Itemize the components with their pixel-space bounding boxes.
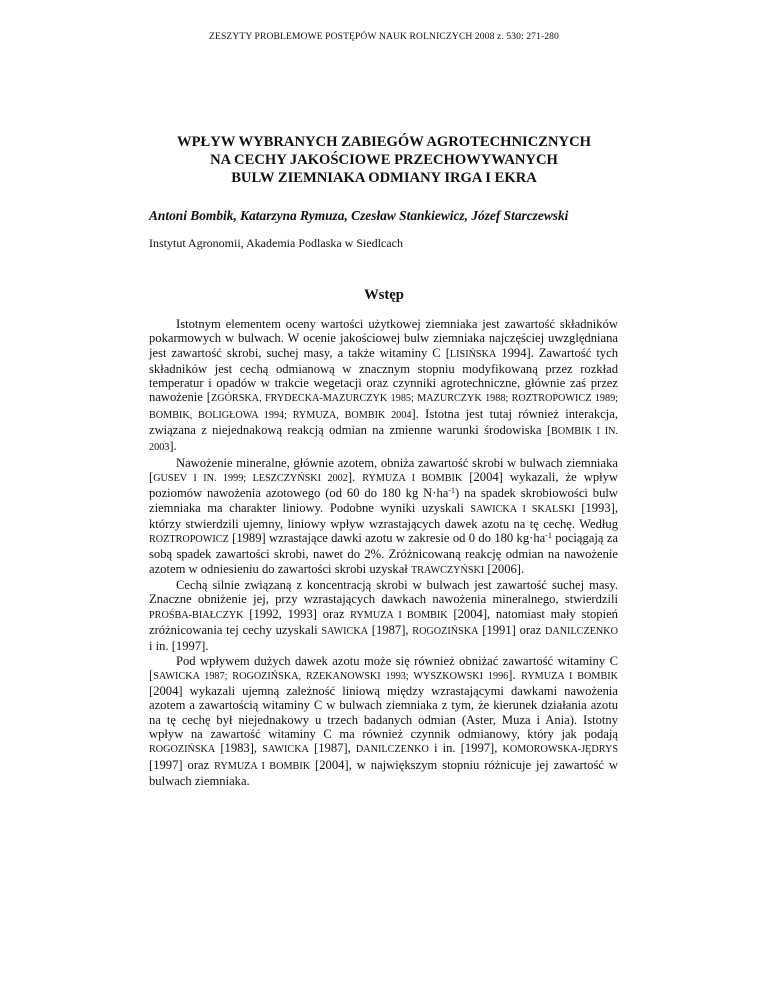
text-run: ].: [508, 667, 522, 682]
text-run: [1983],: [215, 741, 263, 756]
citation-author: SAWICKA 1987; ROGOZIŃSKA, RZEKANOWSKI 1993; WYSZKOWSKI 1996: [153, 670, 509, 682]
text-run: pociągają za sobą spadek zawartości skrobi, nawet do 2%. Zróżnicowaną reakcję odmian na nawożenie azotem w odniesieniu do zawartości skrobi uzyskał: [149, 531, 618, 576]
citation-author: PROŚBA-BIAŁCZYK: [149, 609, 244, 621]
text-run: [2006].: [484, 561, 525, 576]
text-run: i in. [1997].: [149, 639, 209, 654]
text-run: [2004] wykazali, że wpływ poziomów nawożenia azotowego (od 60 do 180 kg N·ha: [149, 469, 619, 501]
citation-author: ROGOZIŃSKA: [412, 625, 479, 637]
citation-author: KOMOROWSKA-JĘDRYS: [502, 744, 619, 756]
citation-author: DANILCZENKO: [355, 744, 429, 756]
citation-author: RYMUZA I BOMBIK: [350, 609, 448, 621]
text-run: 1994]. Zawartość tych składników jest cechą odmianową w znacznym stopniu modyfikowaną przez rozkład temperatur i opadów w trakcie wegetacji oraz czynniki agrotechniczne, głównie zaś przez nawożenie [: [149, 345, 618, 405]
citation-author: BOMBIK I IN. 2003: [149, 426, 618, 454]
text-run: ].: [169, 439, 177, 454]
citation-author: LISIŃSKA: [449, 348, 497, 360]
text-run: Cechą silnie związaną z koncentracją skrobi w bulwach jest zawartość suchej masy. Znaczne obniżenie jej, przy wzrastających dawkach nawożenia mineralnego, stwierdzili: [149, 578, 618, 607]
body-text: [149, 317, 618, 788]
text-run: [1991] oraz: [478, 622, 545, 637]
text-run: [2004], w największym stopniu różnicuje jej zawartość w bulwach ziemniaka.: [149, 757, 619, 788]
superscript: -1: [448, 486, 456, 496]
text-run: Istotnym elementem oceny wartości użytkowej ziemniaka jest zawartość składników pokarmowych w bulwach. W ocenie jakościowej bulw ziemniaka najczęściej uwzględniana jest zawartość skrobi, suchej masy, a także witaminy C [: [149, 317, 618, 360]
affiliation: Instytut Agronomii, Akademia Podlaska w Siedlcach: [149, 236, 403, 250]
text-run: ]. Istotna jest tutaj również interakcja, związana z niejednakową reakcją odmian na zmienne warunki środowiska [: [149, 406, 618, 438]
text-run: [1997] oraz: [149, 757, 215, 772]
citation-author: ROGOZIŃSKA: [149, 744, 216, 756]
title-line: WPŁYW WYBRANYCH ZABIEGÓW AGROTECHNICZNYCH: [177, 134, 591, 150]
paragraph: [149, 456, 618, 578]
citation-author: TRAWCZYŃSKI: [410, 564, 485, 576]
paragraph: [149, 654, 618, 789]
title-line: NA CECHY JAKOŚCIOWE PRZECHOWYWANYCH: [210, 152, 558, 168]
section-heading: Wstęp: [364, 287, 404, 303]
paper-title: [100, 133, 668, 187]
text-run: Nawożenie mineralne, głównie azotem, obniża zawartość skrobi w bulwach ziemniaka [: [149, 455, 618, 484]
author-list: Antoni Bombik, Katarzyna Rymuza, Czesław Stankiewicz, Józef Starczewski: [149, 208, 569, 223]
text-run: [1993], którzy stwierdzili ujemny, liniowy wpływ wzrastających dawek azotu na tę cechę. Według: [149, 500, 618, 531]
text-run: [1992, 1993] oraz: [243, 606, 351, 621]
citation-author: ROZTROPOWICZ: [149, 534, 229, 546]
title-line: BULW ZIEMNIAKA ODMIANY IRGA I EKRA: [231, 170, 537, 186]
text-run: [2004], natomiast mały stopień zróżnicowania tej cechy uzyskali: [149, 606, 618, 637]
text-run: Pod wpływem dużych dawek azotu może się również obniżać zawartość witaminy C [: [149, 653, 618, 682]
paragraph: [149, 578, 618, 653]
citation-author: RYMUZA I BOMBIK: [521, 670, 619, 682]
citation-author: SAWICKA I SKALSKI: [470, 503, 575, 515]
paragraph: [149, 317, 618, 456]
text-run: [2004] wykazali ujemną zależność liniową między wzrastającymi dawkami nawożenia azotem a zawartością witaminy C w bulwach ziemniaka z tym, że kierunek działania azotu na tę cechę był niejednakowy u trzech badanych odmian (Aster, Muza i Ania). Istotny wpływ na zawartość witaminy C ma również czynnik odmianowy, który jak podają: [149, 684, 618, 742]
text-run: [1987],: [308, 741, 356, 756]
text-run: ].: [347, 469, 363, 484]
running-header: ZESZYTY PROBLEMOWE POSTĘPÓW NAUK ROLNICZYCH 2008 z. 530: 271-280: [209, 31, 559, 42]
citation-author: RYMUZA I BOMBIK: [214, 760, 311, 772]
text-run: ) na spadek skrobiowości bulw ziemniaka ma charakter liniowy. Podobne wyniki uzyskali: [149, 486, 618, 515]
text-run: i in. [1997],: [428, 741, 503, 756]
citation-author: DANILCZENKO: [544, 625, 618, 637]
text-run: [1989] wzrastające dawki azotu w zakresie od 0 do 180 kg·ha: [228, 531, 546, 546]
citation-author: SAWICKA: [321, 625, 369, 637]
citation-author: GUSEV I IN. 1999; LESZCZYŃSKI 2002: [153, 472, 348, 484]
citation-author: RYMUZA I BOMBIK: [362, 472, 463, 484]
text-run: [1987],: [368, 622, 413, 637]
citation-author: SAWICKA: [262, 744, 309, 756]
superscript: -1: [545, 531, 552, 541]
citation-author: ZGÓRSKA, FRYDECKA-MAZURCZYK 1985; MAZURCZYK 1988; ROZTROPOWICZ 1989; BOMBIK, BOLIGŁOWA 1994; RYMUZA, BOMBIK 2004: [149, 393, 618, 421]
